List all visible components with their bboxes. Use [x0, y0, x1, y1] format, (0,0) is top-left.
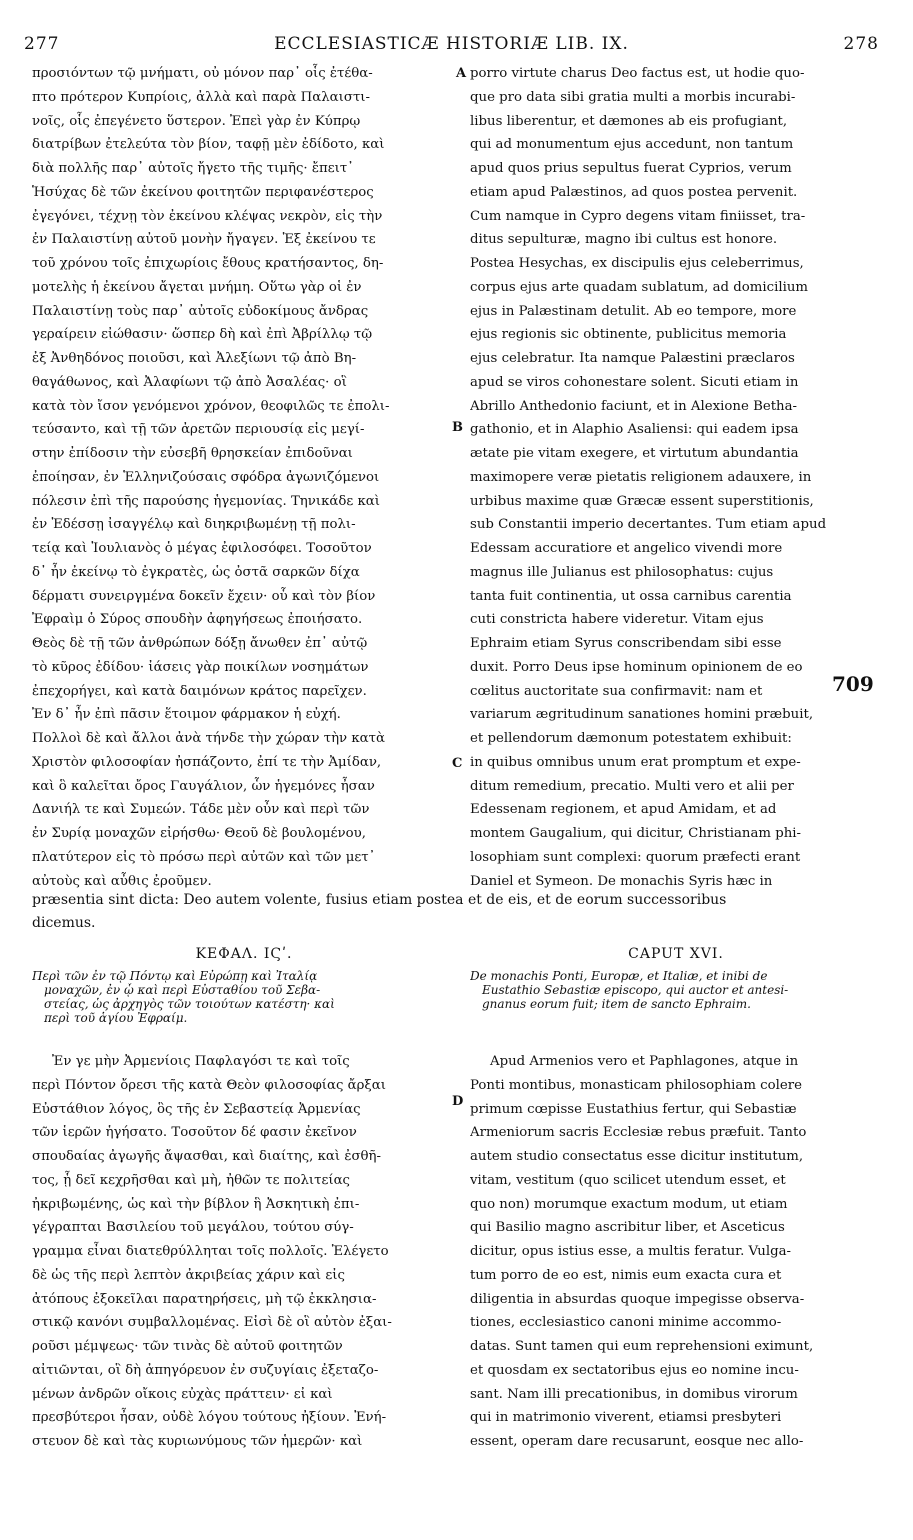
margin-mark-b: B [452, 420, 463, 435]
text-line: cuti constricta habere videretur. Vitam ejus [470, 612, 764, 628]
text-line: πόλεσιν ἐπὶ τῆς παρούσης ἡγεμονίας. Τηνικάδε καὶ [32, 493, 380, 509]
text-line: in quibus omnibus unum erat promptum et expe- [470, 754, 801, 770]
summary-line: De monachis Ponti, Europæ, et Italiæ, et inibi de [470, 969, 768, 983]
text-line: ἠκριβωμένης, ὡς καὶ τὴν βίβλον ἣ Ἀσκητικὴ ἐπι- [32, 1196, 360, 1212]
text-line: καὶ ὃ καλεῖται ὄρος Γαυγάλιον, ὧν ἡγεμόνες ἦσαν [32, 778, 375, 794]
text-line: ἐν Ἐδέσσῃ ἰσαγγέλῳ καὶ διηκριβωμένῃ τῇ πολι- [32, 517, 356, 533]
text-line: στικῷ κανόνι συμβαλλομένας. Εἰσὶ δὲ οἳ αὐτὸν ἐξαι- [32, 1315, 392, 1331]
latin-chapter-heading: CAPUT XVI. [628, 946, 724, 962]
continuation-line: dicemus. [32, 915, 96, 931]
text-line: Ἐν γε μὴν Ἀρμενίοις Παφλαγόσι τε καὶ τοῖς [52, 1054, 350, 1069]
text-line: montem Gaugalium, qui dicitur, Christianam phi- [470, 826, 802, 841]
text-line: autem studio consectatus esse dicitur institutum, [470, 1149, 804, 1164]
text-line: vitam, vestitum (quo scilicet utendum esset, et [470, 1172, 786, 1188]
summary-line: gnanus eorum fuit; item de sancto Ephraim. [482, 997, 751, 1011]
text-line: γραμμα εἶναι διατεθρύλληται τοῖς πολλοῖς. Ἐλέγετο [32, 1244, 389, 1259]
text-line: tiones, ecclesiastico canoni minime accommo- [470, 1315, 782, 1331]
text-line: apud quos prius sepultus fuerat Cyprios, verum [470, 161, 792, 176]
text-line: ἐγεγόνει, τέχνῃ τὸν ἐκείνου κλέψας νεκρὸν, εἰς τὴν [32, 208, 383, 224]
text-line: apud se viros cohonestare solent. Sicuti etiam in [470, 374, 799, 390]
right-page-number: 278 [843, 34, 879, 54]
greek-chapter-heading: ΚΕΦΑΛ. ΙϚʹ. [195, 946, 293, 962]
text-line: essent, operam dare recusarunt, eosque nec allo- [470, 1434, 804, 1449]
text-line: Ephraim etiam Syrus conscribendam sibi esse [470, 636, 782, 651]
text-line: tanta fuit continentia, ut ossa carnibus carentia [470, 588, 792, 604]
text-line: κατὰ τὸν ἴσον γενόμενοι χρόνον, θεοφιλῶς τε ἐπολι- [32, 398, 390, 414]
text-line: τῶν ἱερῶν ἡγήσατο. Τοσοῦτον δέ φασιν ἐκεῖνον [32, 1125, 357, 1141]
text-line: corpus ejus arte quadam sublatum, ad domicilium [470, 279, 809, 295]
text-line: que pro data sibi gratia multi a morbis incurabi- [470, 89, 796, 105]
text-line: sant. Nam illi precationibus, in domibus virorum [470, 1386, 798, 1402]
text-line: ætate pie vitam exegere, et virtutum abundantia [470, 446, 799, 461]
continuation-line: præsentia sint dicta: Deo autem volente, fusius etiam postea et de eis, et de eorum successoribus [32, 892, 727, 908]
text-line: διατρίβων ἐτελεύτα τὸν βίον, ταφῇ μὲν ἐδίδοτο, καὶ [32, 137, 385, 153]
text-line: Armeniorum sacris Ecclesiæ rebus præfuit. Tanto [470, 1125, 807, 1141]
margin-mark-d: D [452, 1094, 464, 1109]
running-title: ECCLESIASTICÆ HISTORIÆ LIB. IX. [274, 34, 629, 54]
text-line: Apud Armenios vero et Paphlagones, atque in [490, 1054, 799, 1069]
text-line: losophiam sunt complexi: quorum præfecti erant [470, 849, 801, 865]
running-header [24, 34, 879, 60]
left-page-number: 277 [24, 34, 60, 54]
text-line: Εὐστάθιον λόγος, ὃς τῆς ἐν Σεβαστείᾳ Ἀρμενίας [32, 1101, 361, 1117]
text-line: δ᾽ ἦν ἐκείνῳ τὸ ἐγκρατὲς, ὡς ὀστᾶ σαρκῶν δίχα [32, 564, 360, 580]
text-line: urbibus maxime quæ Græcæ essent superstitionis, [470, 493, 814, 509]
text-line: περὶ Πόντον ὄρεσι τῆς κατὰ Θεὸν φιλοσοφίας ἄρξαι [32, 1077, 386, 1093]
text-line: gathonio, et in Alaphio Asaliensi: qui eadem ipsa [470, 422, 799, 438]
margin-mark-a: A [456, 66, 467, 81]
text-line: ροῦσι μέμψεως· τῶν τινὰς δὲ αὐτοῦ φοιτητῶν [32, 1339, 343, 1354]
text-line: Ἡσύχας δὲ τῶν ἐκείνου φοιτητῶν περιφανέστερος [32, 184, 374, 200]
text-line: προσιόντων τῷ μνήματι, οὐ μόνον παρ᾽ οἷς ἐτέθα- [32, 66, 373, 81]
text-line: Δανιήλ τε καὶ Συμεών. Τάδε μὲν οὖν καὶ περὶ τῶν [32, 802, 370, 818]
text-line: Abrillo Anthedonio faciunt, et in Alexione Betha- [470, 398, 798, 414]
text-line: ἐποίησαν, ἐν Ἑλληνιζούσαις σφόδρα ἀγωνιζόμενοι [32, 469, 380, 485]
text-line: Cum namque in Cypro degens vitam finiisset, tra- [470, 208, 806, 224]
text-line: ἐπεχορήγει, καὶ κατὰ δαιμόνων κράτος παρεῖχεν. [32, 683, 367, 699]
text-line: μοτελὴς ἡ ἐκείνου ἄγεται μνήμη. Οὕτω γὰρ οἱ ἐν [32, 279, 362, 295]
greek-column-bottom [32, 1050, 456, 1454]
text-line: σπουδαίας ἀγωγῆς ἄψασθαι, καὶ διαίτης, καὶ ἐσθῆ- [32, 1149, 381, 1164]
text-line: νοῖς, οἷς ἐπεγένετο ὕστερον. Ἐπεὶ γὰρ ἐν Κύπρῳ [32, 113, 361, 129]
text-line: variarum ægritudinum sanationes homini præbuit, [470, 707, 814, 723]
text-line: Daniel et Symeon. De monachis Syris hæc in [470, 873, 773, 889]
text-line: Postea Hesychas, ex discipulis ejus celeberrimus, [470, 256, 804, 271]
text-line: libus liberentur, et dæmones ab eis profugiant, [470, 113, 788, 129]
text-line: ἐν Παλαιστίνῃ αὐτοῦ μονὴν ἤγαγεν. Ἐξ ἐκείνου τε [32, 232, 376, 248]
text-line: ejus celebratur. Ita namque Palæstini præclaros [470, 351, 795, 366]
text-line: ἐν Συρίᾳ μοναχῶν εἰρήσθω· Θεοῦ δὲ βουλομένου, [32, 826, 366, 841]
text-line: Edessenam regionem, et apud Amidam, et ad [470, 802, 777, 818]
text-line: ejus in Palæstinam detulit. Ab eo tempore, more [470, 303, 797, 319]
text-line: δέρματι συνειργμένα δοκεῖν ἔχειν· οὗ καὶ τὸν βίον [32, 588, 376, 604]
text-line: Χριστὸν φιλοσοφίαν ἠσπάζοντο, ἐπί τε τὴν Ἀμίδαν, [32, 754, 382, 770]
text-line: ditus sepulturæ, magno ibi cultus est honore. [470, 232, 778, 248]
text-line: ἐξ Ἀνθηδόνος ποιοῦσι, καὶ Ἀλεξίωνι τῷ ἀπὸ Βη- [32, 351, 357, 366]
text-line: cœlitus auctoritate sua confirmavit: nam et [470, 683, 763, 699]
latin-chapter-summary [470, 969, 882, 1011]
text-line: tum porro de eo est, nimis eum exacta cura et [470, 1267, 782, 1283]
text-line: τεύσαντο, καὶ τῇ τῶν ἀρετῶν περιουσίᾳ εἰς μεγί- [32, 422, 365, 438]
text-line: διὰ πολλῆς παρ᾽ αὐτοῖς ἤγετο τῆς τιμῆς· ἔπειτ᾽ [32, 161, 354, 176]
text-line: γέγραπται Βασιλείου τοῦ μεγάλου, τούτου σύγ- [32, 1220, 354, 1236]
text-line: magnus ille Julianus est philosophatus: cujus [470, 564, 774, 580]
text-line: στην ἐπίδοσιν τὴν εὐσεβῆ θρησκείαν ἐπιδοῦναι [32, 446, 353, 461]
text-line: πτο πρότερον Κυπρίοις, ἀλλὰ καὶ παρὰ Παλαιστι- [32, 89, 371, 105]
text-line: ἀτόπους ἐξοκεῖλαι παρατηρήσεις, μὴ τῷ ἐκκλησια- [32, 1291, 377, 1307]
text-line: ejus regionis sic obtinente, publicitus memoria [470, 327, 787, 343]
text-line: Edessam accuratiore et angelico vivendi more [470, 541, 783, 556]
text-line: αὐτοὺς καὶ αὖθις ἐροῦμεν. [32, 873, 212, 889]
latin-column-top [470, 62, 882, 893]
summary-line: περὶ τοῦ ἁγίου Ἐφραίμ. [44, 1011, 188, 1025]
text-line: et quosdam ex sectatoribus ejus eo nomine incu- [470, 1362, 799, 1378]
text-line: Ἐφραὶμ ὁ Σύρος σπουδὴν ἀφηγήσεως ἐποιήσατο. [32, 612, 363, 628]
text-line: dicitur, opus istius esse, a multis feratur. Vulga- [470, 1244, 792, 1259]
text-line: qui Basilio magno ascribitur liber, et Asceticus [470, 1220, 785, 1236]
summary-line: Eustathio Sebastiæ episcopo, qui auctor et antesi- [482, 983, 789, 997]
text-line: μένων ἀνδρῶν οἴκοις εὐχὰς πράττειν· εἰ καὶ [32, 1386, 333, 1402]
page-marker: 709 [832, 672, 874, 696]
text-line: qui in matrimonio viverent, etiamsi presbyteri [470, 1410, 782, 1426]
text-line: etiam apud Palæstinos, ad quos postea pervenit. [470, 184, 798, 200]
text-line: πλατύτερον εἰς τὸ πρόσω περὶ αὐτῶν καὶ τῶν μετ᾽ [32, 849, 376, 865]
text-line: στευον δὲ καὶ τὰς κυριωνύμους τῶν ἡμερῶν· καὶ [32, 1434, 363, 1449]
text-line: primum cœpisse Eustathius fertur, qui Sebastiæ [470, 1101, 797, 1117]
text-line: quo non) morumque exactum modum, ut etiam [470, 1196, 788, 1212]
text-line: ditum remedium, precatio. Multi vero et alii per [470, 778, 794, 794]
text-line: τὸ κῦρος ἐδίδου· ἰάσεις γὰρ ποικίλων νοσημάτων [32, 659, 369, 675]
text-line: Πολλοὶ δὲ καὶ ἄλλοι ἀνὰ τήνδε τὴν χώραν τὴν κατὰ [32, 731, 385, 746]
text-line: πρεσβύτεροι ἦσαν, οὐδὲ λόγου τούτους ἠξίουν. Ἐνή- [32, 1410, 387, 1426]
text-line: γεραίρειν εἰώθασιν· ὥσπερ δὴ καὶ ἐπὶ Ἀβρίλλῳ τῷ [32, 327, 373, 343]
summary-line: μοναχῶν, ἐν ᾧ καὶ περὶ Εὐσταθίου τοῦ Σεβα- [44, 983, 321, 997]
text-line: Ἐν δ᾽ ἦν ἐπὶ πᾶσιν ἕτοιμον φάρμακον ἡ εὐχή. [32, 707, 341, 723]
text-line: Παλαιστίνῃ τοὺς παρ᾽ αὐτοῖς εὐδοκίμους ἄνδρας [32, 303, 369, 319]
text-line: θαγάθωνος, καὶ Ἀλαφίωνι τῷ ἀπὸ Ἀσαλέας· οἳ [32, 374, 347, 390]
text-line: Θεὸς δὲ τῇ τῶν ἀνθρώπων δόξῃ ἄνωθεν ἐπ᾽ αὐτῷ [32, 636, 368, 651]
text-line: diligentia in absurdas quoque impegisse observa- [470, 1291, 805, 1307]
text-line: datas. Sunt tamen qui eum reprehensioni eximunt, [470, 1339, 814, 1354]
summary-line: Περὶ τῶν ἐν τῷ Πόντῳ καὶ Εὐρώπῃ καὶ Ἰταλίᾳ [32, 969, 318, 983]
text-line: sub Constantii imperio decertantes. Tum etiam apud [470, 517, 827, 533]
text-line: αἰτιῶνται, οἳ δὴ ἀπηγόρευον ἐν συζυγίαις ἐξεταζο- [32, 1362, 379, 1378]
text-line: τος, ᾗ δεῖ κεχρῆσθαι καὶ μὴ, ἠθῶν τε πολιτείας [32, 1172, 350, 1188]
text-line: porro virtute charus Deo factus est, ut hodie quo- [470, 66, 805, 81]
latin-continuation [32, 889, 882, 935]
text-line: duxit. Porro Deus ipse hominum opinionem de eo [470, 659, 803, 675]
text-line: maximopere veræ pietatis religionem adauxere, in [470, 469, 812, 485]
text-line: et pellendorum dæmonum potestatem exhibuit: [470, 731, 792, 746]
text-line: τοῦ χρόνου τοῖς ἐπιχωρίοις ἔθους κρατήσαντος, δη- [32, 256, 384, 271]
greek-chapter-summary [32, 969, 456, 1025]
greek-column-top [32, 62, 456, 893]
margin-mark-c: C [452, 756, 463, 771]
text-line: Ponti montibus, monasticam philosophiam colere [470, 1077, 802, 1093]
text-line: qui ad monumentum ejus accedunt, non tantum [470, 137, 794, 153]
summary-line: στείας, ὡς ἀρχηγὸς τῶν τοιούτων κατέστη· καὶ [44, 997, 335, 1011]
latin-column-bottom [470, 1050, 882, 1454]
text-line: τείᾳ καὶ Ἰουλιανὸς ὁ μέγας ἐφιλοσόφει. Τοσοῦτον [32, 541, 372, 556]
text-line: δὲ ὡς τῆς περὶ λεπτὸν ἀκριβείας χάριν καὶ εἰς [32, 1267, 345, 1283]
